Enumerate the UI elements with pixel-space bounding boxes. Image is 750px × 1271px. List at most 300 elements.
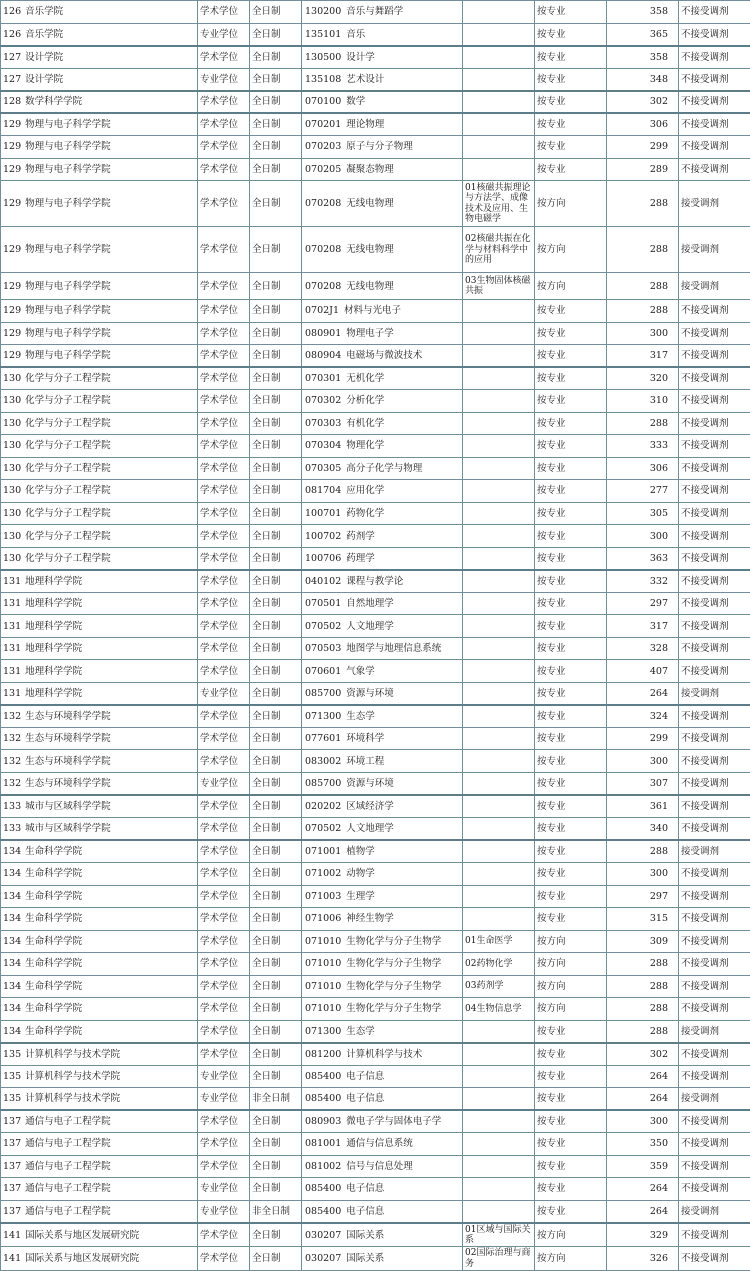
- adjust-cell: 不接受调剂: [679, 953, 750, 976]
- direction-cell: [463, 570, 535, 593]
- basis-cell: 按专业: [535, 412, 607, 435]
- score-cell: 361: [607, 795, 679, 818]
- direction-cell: [463, 136, 535, 159]
- basis-cell: 按专业: [535, 113, 607, 136]
- score-cell: 324: [607, 705, 679, 728]
- college-number: 126: [3, 6, 22, 18]
- major-code: 100702: [305, 530, 342, 542]
- mode-cell: 全日制: [250, 68, 302, 91]
- direction-cell: 02核磁共振在化学与材料科学中的应用: [463, 227, 535, 273]
- mode-cell: 全日制: [250, 136, 302, 159]
- college-name: 生命科学学院: [25, 868, 83, 880]
- table-row: [1, 863, 750, 886]
- college-name: 计算机科学与技术学院: [25, 1093, 121, 1105]
- adjust-cell: 接受调剂: [679, 1200, 750, 1223]
- major-code: 071003: [305, 890, 342, 902]
- table-row: [1, 637, 750, 660]
- college-number: 134: [3, 980, 22, 992]
- major-code: 085400: [305, 1070, 342, 1082]
- college-number: 131: [3, 643, 22, 655]
- score-cell: 300: [607, 750, 679, 773]
- degree-cell: 学术学位: [198, 840, 250, 863]
- degree-cell: 学术学位: [198, 817, 250, 840]
- college-number: 137: [3, 1116, 22, 1128]
- table-row: [1, 1043, 750, 1066]
- score-cell: 300: [607, 525, 679, 548]
- major-code: 070502: [305, 620, 342, 632]
- major-code: 070203: [305, 141, 342, 153]
- college-name: 生命科学学院: [25, 845, 83, 857]
- direction-cell: [463, 885, 535, 908]
- college-name: 音乐学院: [25, 6, 64, 18]
- adjust-cell: 不接受调剂: [679, 435, 750, 458]
- adjust-cell: 不接受调剂: [679, 908, 750, 931]
- college-name: 通信与电子工程学院: [25, 1138, 111, 1150]
- major-cell: [302, 1155, 463, 1178]
- basis-cell: 按专业: [535, 435, 607, 458]
- college-name: 地理科学学院: [25, 575, 83, 587]
- college-number: 127: [3, 73, 22, 85]
- major-name: 生态学: [346, 1025, 375, 1037]
- major-name: 有机化学: [346, 417, 385, 429]
- table-row: [1, 181, 750, 227]
- major-code: 070303: [305, 417, 342, 429]
- table-row: [1, 750, 750, 773]
- mode-cell: 全日制: [250, 457, 302, 480]
- direction-cell: [463, 1200, 535, 1223]
- adjust-cell: 不接受调剂: [679, 367, 750, 390]
- major-name: 应用化学: [346, 485, 385, 497]
- score-cell: 288: [607, 998, 679, 1021]
- direction-cell: [463, 345, 535, 368]
- adjust-cell: 不接受调剂: [679, 1223, 750, 1247]
- major-code: 081001: [305, 1138, 342, 1150]
- major-cell: [302, 953, 463, 976]
- college-number: 129: [3, 244, 22, 256]
- table-row: [1, 1178, 750, 1201]
- degree-cell: 学术学位: [198, 570, 250, 593]
- direction-cell: 01核磁共振理论与方法学、成像技术及应用、生物电磁学: [463, 181, 535, 227]
- college-number: 130: [3, 508, 22, 519]
- mode-cell: 全日制: [250, 300, 302, 323]
- adjust-cell: 不接受调剂: [679, 705, 750, 728]
- direction-cell: [463, 390, 535, 413]
- major-name: 自然地理学: [346, 598, 394, 610]
- major-name: 理论物理: [346, 119, 385, 131]
- score-cell: 264: [607, 1178, 679, 1201]
- college-cell: [1, 1223, 198, 1247]
- direction-cell: [463, 158, 535, 181]
- degree-cell: 专业学位: [198, 1088, 250, 1111]
- direction-cell: [463, 840, 535, 863]
- college-name: 设计学院: [25, 51, 64, 63]
- college-number: 130: [3, 552, 22, 564]
- college-cell: [1, 840, 198, 863]
- adjust-cell: 不接受调剂: [679, 930, 750, 953]
- college-number: 133: [3, 800, 22, 812]
- college-name: 通信与电子工程学院: [25, 1183, 111, 1195]
- major-cell: [302, 1200, 463, 1223]
- score-cell: 297: [607, 592, 679, 615]
- major-cell: [302, 390, 463, 413]
- direction-cell: [463, 322, 535, 345]
- basis-cell: 按专业: [535, 502, 607, 525]
- major-cell: [302, 863, 463, 886]
- basis-cell: 按方向: [535, 273, 607, 300]
- major-code: 070601: [305, 665, 342, 677]
- basis-cell: 按专业: [535, 68, 607, 91]
- major-name: 原子与分子物理: [346, 141, 413, 153]
- college-cell: [1, 435, 198, 458]
- mode-cell: 全日制: [250, 592, 302, 615]
- direction-cell: [463, 367, 535, 390]
- mode-cell: 全日制: [250, 1043, 302, 1066]
- degree-cell: 学术学位: [198, 435, 250, 458]
- college-number: 131: [3, 598, 22, 610]
- major-name: 地图学与地理信息系统: [346, 643, 442, 655]
- college-number: 131: [3, 687, 22, 699]
- degree-cell: 学术学位: [198, 930, 250, 953]
- adjust-cell: 不接受调剂: [679, 1, 750, 24]
- score-cell: 302: [607, 1043, 679, 1066]
- major-cell: [302, 750, 463, 773]
- major-cell: [302, 23, 463, 46]
- basis-cell: 按专业: [535, 570, 607, 593]
- adjust-cell: 不接受调剂: [679, 502, 750, 525]
- college-name: 物理与电子科学学院: [25, 280, 111, 292]
- major-code: 070302: [305, 395, 342, 407]
- table-row: [1, 592, 750, 615]
- degree-cell: 学术学位: [198, 637, 250, 660]
- degree-cell: 专业学位: [198, 682, 250, 705]
- major-cell: [302, 345, 463, 368]
- college-number: 130: [3, 440, 22, 452]
- table-row: [1, 570, 750, 593]
- basis-cell: 按专业: [535, 1, 607, 24]
- table-row: [1, 367, 750, 390]
- major-name: 艺术设计: [346, 73, 385, 85]
- major-cell: [302, 840, 463, 863]
- major-name: 凝聚态物理: [346, 163, 394, 175]
- direction-cell: [463, 1065, 535, 1088]
- score-cell: 407: [607, 660, 679, 683]
- degree-cell: 学术学位: [198, 547, 250, 570]
- score-cell: 363: [607, 547, 679, 570]
- major-code: 080903: [305, 1116, 342, 1128]
- major-name: 生物化学与分子生物学: [346, 935, 442, 947]
- direction-cell: [463, 705, 535, 728]
- direction-cell: [463, 727, 535, 750]
- college-number: 134: [3, 1025, 22, 1037]
- table-row: [1, 682, 750, 705]
- mode-cell: 全日制: [250, 750, 302, 773]
- table-row: [1, 795, 750, 818]
- college-name: 化学与分子工程学院: [25, 440, 111, 452]
- table-row: [1, 1247, 750, 1271]
- major-cell: [302, 457, 463, 480]
- degree-cell: 学术学位: [198, 525, 250, 548]
- basis-cell: 按专业: [535, 322, 607, 345]
- major-name: 信号与信息处理: [346, 1160, 413, 1172]
- table-body: [1, 1, 750, 1271]
- major-cell: [302, 158, 463, 181]
- major-cell: [302, 525, 463, 548]
- college-name: 国际关系与地区发展研究院: [25, 1229, 140, 1241]
- major-name: 计算机科学与技术: [346, 1048, 423, 1060]
- degree-cell: 学术学位: [198, 46, 250, 69]
- adjust-cell: 不接受调剂: [679, 412, 750, 435]
- basis-cell: 按专业: [535, 367, 607, 390]
- college-cell: [1, 1043, 198, 1066]
- major-cell: [302, 615, 463, 638]
- adjust-cell: 不接受调剂: [679, 68, 750, 91]
- college-name: 国际关系与地区发展研究院: [25, 1253, 140, 1265]
- basis-cell: 按专业: [535, 1178, 607, 1201]
- college-name: 化学与分子工程学院: [25, 485, 111, 497]
- major-cell: [302, 772, 463, 795]
- major-code: 030207: [305, 1253, 342, 1265]
- basis-cell: 按专业: [535, 885, 607, 908]
- college-name: 生命科学学院: [25, 958, 83, 970]
- mode-cell: 全日制: [250, 705, 302, 728]
- major-cell: [302, 181, 463, 227]
- college-number: 132: [3, 733, 22, 745]
- college-cell: [1, 772, 198, 795]
- table-row: [1, 68, 750, 91]
- direction-cell: 04生物信息学: [463, 998, 535, 1021]
- college-name: 物理与电子科学学院: [25, 198, 111, 210]
- college-number: 128: [3, 96, 22, 108]
- major-code: 077601: [305, 733, 342, 745]
- basis-cell: 按专业: [535, 480, 607, 503]
- adjust-cell: 不接受调剂: [679, 91, 750, 114]
- major-name: 数学: [346, 96, 366, 108]
- degree-cell: 学术学位: [198, 885, 250, 908]
- major-code: 0702J1: [305, 305, 340, 317]
- major-code: 040102: [305, 575, 342, 587]
- score-cell: 288: [607, 181, 679, 227]
- score-cell: 289: [607, 158, 679, 181]
- college-number: 130: [3, 417, 22, 429]
- college-cell: [1, 345, 198, 368]
- major-cell: [302, 570, 463, 593]
- major-code: 071010: [305, 958, 342, 970]
- adjust-cell: 不接受调剂: [679, 750, 750, 773]
- college-cell: [1, 930, 198, 953]
- mode-cell: 全日制: [250, 1178, 302, 1201]
- degree-cell: 学术学位: [198, 1223, 250, 1247]
- mode-cell: 全日制: [250, 181, 302, 227]
- basis-cell: 按专业: [535, 682, 607, 705]
- major-cell: [302, 682, 463, 705]
- degree-cell: 学术学位: [198, 795, 250, 818]
- college-number: 130: [3, 373, 22, 385]
- basis-cell: 按专业: [535, 158, 607, 181]
- table-row: [1, 908, 750, 931]
- table-row: [1, 1, 750, 24]
- adjust-cell: 接受调剂: [679, 1088, 750, 1111]
- mode-cell: 全日制: [250, 885, 302, 908]
- direction-cell: [463, 1155, 535, 1178]
- basis-cell: 按方向: [535, 181, 607, 227]
- major-code: 070100: [305, 96, 342, 108]
- score-cell: 297: [607, 885, 679, 908]
- table-row: [1, 525, 750, 548]
- college-number: 135: [3, 1070, 22, 1082]
- major-name: 无线电物理: [346, 244, 394, 256]
- table-row: [1, 412, 750, 435]
- score-cell: 264: [607, 1200, 679, 1223]
- basis-cell: 按专业: [535, 840, 607, 863]
- direction-cell: [463, 23, 535, 46]
- table-row: [1, 457, 750, 480]
- adjust-cell: 不接受调剂: [679, 1065, 750, 1088]
- college-cell: [1, 1020, 198, 1043]
- major-code: 080904: [305, 350, 342, 362]
- adjust-cell: 不接受调剂: [679, 23, 750, 46]
- major-cell: [302, 727, 463, 750]
- major-cell: [302, 1247, 463, 1271]
- degree-cell: 专业学位: [198, 1178, 250, 1201]
- direction-cell: [463, 908, 535, 931]
- adjust-cell: 接受调剂: [679, 227, 750, 273]
- direction-cell: [463, 1043, 535, 1066]
- mode-cell: 全日制: [250, 1247, 302, 1271]
- basis-cell: 按专业: [535, 817, 607, 840]
- major-name: 生物化学与分子生物学: [346, 980, 442, 992]
- degree-cell: 学术学位: [198, 181, 250, 227]
- college-name: 化学与分子工程学院: [25, 462, 111, 474]
- mode-cell: 全日制: [250, 1065, 302, 1088]
- degree-cell: 学术学位: [198, 273, 250, 300]
- major-name: 电子信息: [346, 1183, 385, 1195]
- college-name: 化学与分子工程学院: [25, 530, 111, 542]
- degree-cell: 专业学位: [198, 68, 250, 91]
- score-cell: 299: [607, 727, 679, 750]
- college-cell: [1, 480, 198, 503]
- college-number: 132: [3, 755, 22, 767]
- table-row: [1, 660, 750, 683]
- basis-cell: 按专业: [535, 300, 607, 323]
- adjust-cell: 不接受调剂: [679, 480, 750, 503]
- major-name: 物理化学: [346, 440, 385, 452]
- major-cell: [302, 367, 463, 390]
- major-code: 070304: [305, 440, 342, 452]
- college-number: 137: [3, 1205, 22, 1217]
- basis-cell: 按方向: [535, 1223, 607, 1247]
- adjust-cell: 不接受调剂: [679, 158, 750, 181]
- college-cell: [1, 727, 198, 750]
- degree-cell: 学术学位: [198, 91, 250, 114]
- major-cell: [302, 68, 463, 91]
- mode-cell: 非全日制: [250, 1088, 302, 1111]
- college-name: 化学与分子工程学院: [25, 373, 111, 385]
- major-cell: [302, 136, 463, 159]
- college-number: 131: [3, 665, 22, 677]
- major-name: 生物化学与分子生物学: [346, 958, 442, 970]
- college-number: 129: [3, 141, 22, 153]
- table-row: [1, 322, 750, 345]
- mode-cell: 全日制: [250, 390, 302, 413]
- mode-cell: 全日制: [250, 502, 302, 525]
- college-name: 生态与环境科学学院: [25, 733, 111, 745]
- adjust-cell: 不接受调剂: [679, 525, 750, 548]
- basis-cell: 按方向: [535, 1247, 607, 1271]
- college-cell: [1, 1133, 198, 1156]
- college-number: 129: [3, 305, 22, 317]
- score-cell: 288: [607, 1020, 679, 1043]
- major-code: 020202: [305, 800, 342, 812]
- adjust-cell: 不接受调剂: [679, 1247, 750, 1271]
- adjust-cell: 不接受调剂: [679, 615, 750, 638]
- score-cell: 305: [607, 502, 679, 525]
- major-code: 070201: [305, 119, 342, 131]
- college-name: 地理科学学院: [25, 598, 83, 610]
- major-cell: [302, 1, 463, 24]
- major-cell: [302, 91, 463, 114]
- college-name: 化学与分子工程学院: [25, 417, 111, 429]
- major-name: 物理电子学: [346, 327, 394, 339]
- table-row: [1, 1133, 750, 1156]
- score-cell: 333: [607, 435, 679, 458]
- mode-cell: 全日制: [250, 817, 302, 840]
- mode-cell: 全日制: [250, 345, 302, 368]
- degree-cell: 学术学位: [198, 158, 250, 181]
- college-name: 地理科学学院: [25, 687, 83, 699]
- college-number: 129: [3, 119, 22, 131]
- mode-cell: 全日制: [250, 908, 302, 931]
- adjust-cell: 不接受调剂: [679, 300, 750, 323]
- major-name: 音乐: [346, 28, 366, 40]
- college-number: 130: [3, 485, 22, 497]
- degree-cell: 专业学位: [198, 1200, 250, 1223]
- score-cell: 332: [607, 570, 679, 593]
- basis-cell: 按专业: [535, 615, 607, 638]
- college-name: 物理与电子科学学院: [25, 244, 111, 256]
- major-cell: [302, 1065, 463, 1088]
- college-cell: [1, 1155, 198, 1178]
- major-name: 药剂学: [346, 530, 375, 542]
- score-cell: 309: [607, 930, 679, 953]
- college-number: 134: [3, 868, 22, 880]
- college-cell: [1, 660, 198, 683]
- degree-cell: 学术学位: [198, 615, 250, 638]
- major-code: 085400: [305, 1093, 342, 1105]
- major-code: 071006: [305, 913, 342, 925]
- college-name: 城市与区域科学学院: [25, 800, 111, 812]
- college-cell: [1, 998, 198, 1021]
- college-name: 物理与电子科学学院: [25, 350, 111, 362]
- major-code: 080901: [305, 327, 342, 339]
- basis-cell: 按专业: [535, 1155, 607, 1178]
- basis-cell: 按专业: [535, 637, 607, 660]
- score-cell: 317: [607, 615, 679, 638]
- direction-cell: [463, 502, 535, 525]
- direction-cell: [463, 68, 535, 91]
- college-number: 129: [3, 350, 22, 362]
- college-number: 127: [3, 51, 22, 63]
- college-name: 物理与电子科学学院: [25, 163, 111, 175]
- table-row: [1, 113, 750, 136]
- mode-cell: 全日制: [250, 1, 302, 24]
- adjust-cell: 不接受调剂: [679, 547, 750, 570]
- adjust-cell: 不接受调剂: [679, 592, 750, 615]
- college-name: 生命科学学院: [25, 1025, 83, 1037]
- major-name: 资源与环境: [346, 777, 394, 789]
- adjust-cell: 不接受调剂: [679, 727, 750, 750]
- score-cell: 277: [607, 480, 679, 503]
- major-name: 药物化学: [346, 508, 385, 519]
